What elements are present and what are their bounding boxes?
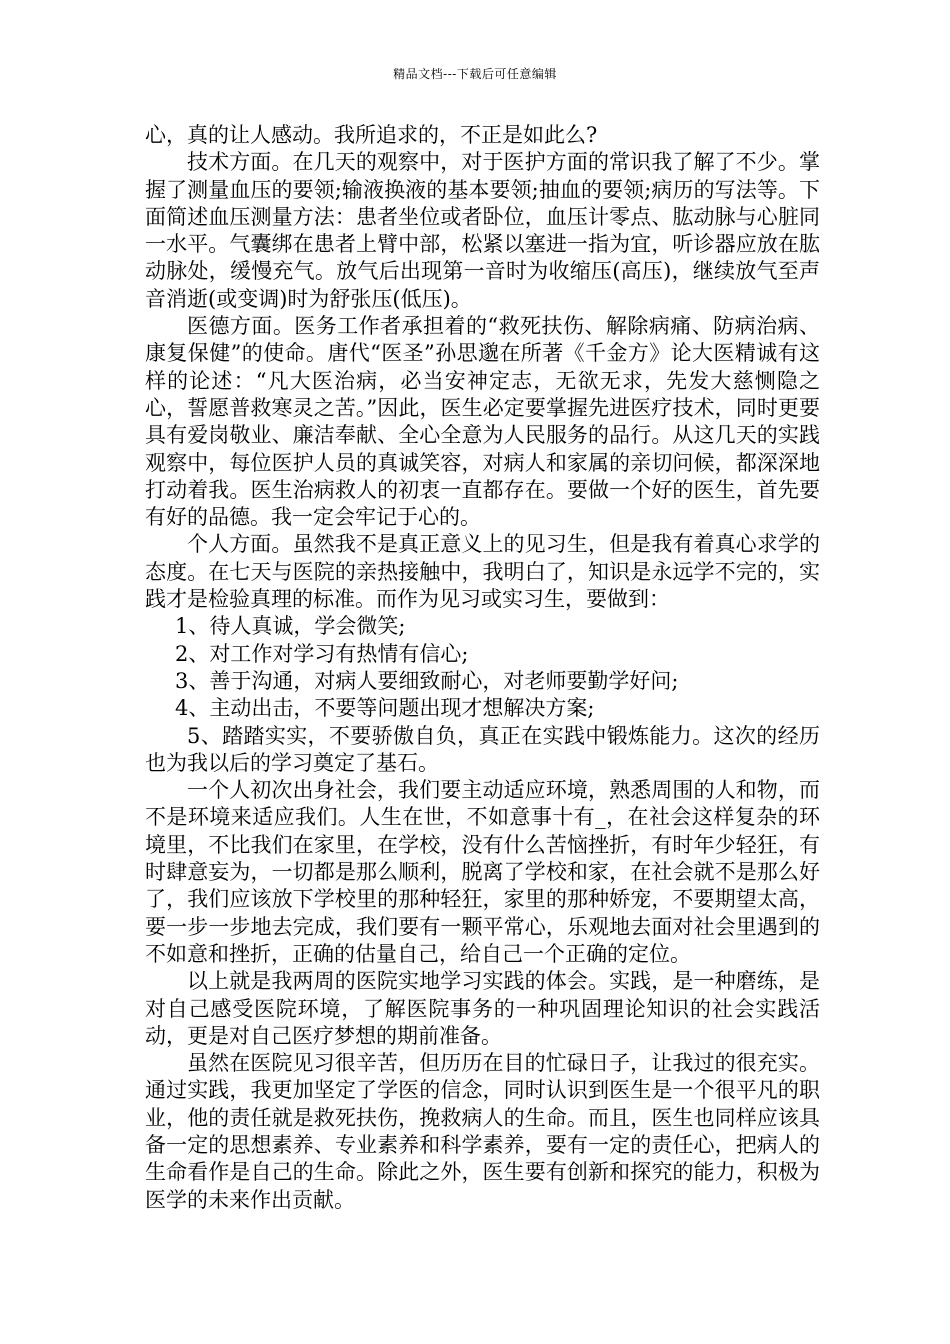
list-item-1: 1、待人真诚，学会微笑; xyxy=(175,614,406,639)
paragraph-society: 一个人初次出身社会，我们要主动适应环境，熟悉周围的人和物，而不是环境来适应我们。人生在世，不如意事十有_，在社会这样复杂的环境里，不比我们在家里，在学校，没有什么苦恼挫折，有时年少轻狂，有时肆意妄为，一切都是那么顺利，脱离了学校和家，在社会就不是那么好了，我们应该放下学校里的那种轻狂，家里的那种娇宠，不要期望太高，要一步一步地去完成，我们要有一颗平常心，乐观地去面对社会里遇到的不如意和挫折，正确的估量自己，给自己一个正确的定位。 xyxy=(145,778,820,966)
list-item-2: 2、对工作对学习有热情有信心; xyxy=(175,641,469,666)
paragraph-conclusion: 虽然在医院见习很辛苦，但历历在目的忙碌日子，让我过的很充实。通过实践，我更加坚定了学医的信念，同时认识到医生是一个很平凡的职业，他的责任就是救死扶伤，挽救病人的生命。而且，医生也同样应该具备一定的思想素养、专业素养和科学素养，要有一定的责任心，把病人的生命看作是自己的生命。除此之外，医生要有创新和探究的能力，积极为医学的未来作出贡献。 xyxy=(145,1051,820,1212)
paragraph-summary: 以上就是我两周的医院实地学习实践的体会。实践，是一种磨练，是对自己感受医院环境，了解医院事务的一种巩固理论知识的社会实践活动，更是对自己医疗梦想的期前准备。 xyxy=(145,969,820,1048)
list-item-5: 5、踏踏实实，不要骄傲自负，真正在实践中锻炼能力。这次的经历也为我以后的学习奠定了基石。 xyxy=(145,723,820,775)
list-item-4: 4、主动出击，不要等问题出现才想解决方案; xyxy=(175,696,595,721)
paragraph-technical: 技术方面。在几天的观察中，对于医护方面的常识我了解了不少。掌握了测量血压的要领;输液换液的基本要领;抽血的要领;病历的写法等。下面简述血压测量方法：患者坐位或者卧位，血压计零点、肱动脉与心脏同一水平。气囊绑在患者上臂中部，松紧以塞进一指为宜，听诊器应放在肱动脉处，缓慢充气。放气后出现第一音时为收缩压(高压)，继续放气至声音消逝(或变调)时为舒张压(低压)。 xyxy=(145,150,820,311)
paragraph-personal: 个人方面。虽然我不是真正意义上的见习生，但是我有着真心求学的态度。在七天与医院的亲热接触中，我明白了，知识是永远学不完的，实践才是检验真理的标准。而作为见习或实习生，要做到： xyxy=(145,532,820,612)
paragraph-ethics: 医德方面。医务工作者承担着的“救死扶伤、解除病痛、防病治病、康复保健”的使命。唐代“医圣”孙思邈在所著《千金方》论大医精诚有这样的论述：“凡大医治病，必当安神定志，无欲无求，先发大慈恻隐之心，誓愿普救寒灵之苦。”因此，医生必定要掌握先进医疗技术，同时更要具有爱岗敬业、廉洁奉献、全心全意为人民服务的品行。从这几天的实践观察中，每位医护人员的真诚笑容，对病人和家属的亲切问候，都深深地打动着我。医生治病救人的初衷一直都存在。要做一个好的医生，首先要有好的品德。我一定会牢记于心的。 xyxy=(145,314,820,530)
document-body xyxy=(145,122,820,1214)
paragraph-continuation: 心，真的让人感动。我所追求的，不正是如此么? xyxy=(145,123,598,147)
page-header: 精品文档---下载后可任意编辑 xyxy=(393,67,557,81)
list-item-3: 3、善于沟通，对病人要细致耐心，对老师要勤学好问; xyxy=(175,668,679,693)
